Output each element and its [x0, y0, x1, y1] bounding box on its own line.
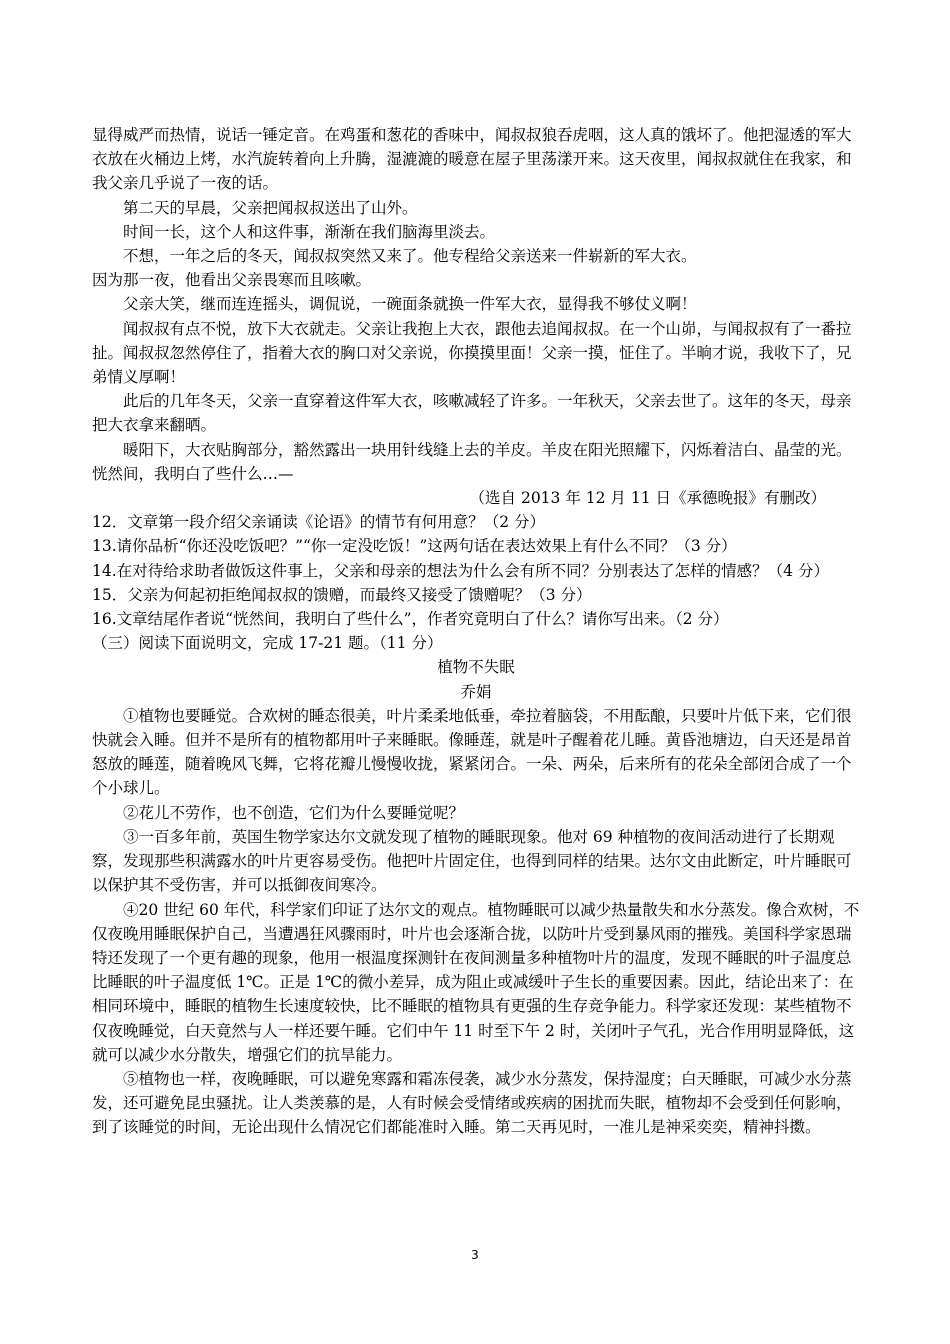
question-12: 12．文章第一段介绍父亲诵读《论语》的情节有何用意？（2 分）	[92, 513, 546, 532]
page-content	[92, 123, 860, 1140]
story-paragraph: 显得威严而热情，说话一锤定音。在鸡蛋和葱花的香味中，闻叔叔狼吞虎咽，这人真的饿坏了。他把湿透的军大衣放在火桶边上烤，水汽旋转着向上升腾，湿漉漉的暖意在屋子里荡漾开来。这天夜里，闻叔叔就住在我家，和我父亲几乎说了一夜的话。	[92, 126, 852, 193]
article-author: 乔娟	[460, 682, 492, 701]
story-paragraph: 闻叔叔有点不悦，放下大衣就走。父亲让我抱上大衣，跟他去追闻叔叔。在一个山峁，与闻叔叔有了一番拉扯。闻叔叔忽然停住了，指着大衣的胸口对父亲说，你摸摸里面！父亲一摸，怔住了。半晌才说，我收下了，兄弟情义厚啊！	[92, 319, 852, 387]
page-number: 3	[471, 1248, 479, 1262]
article-paragraph: ②花儿不劳作，也不创造，它们为什么要睡觉呢？	[123, 803, 465, 822]
story-paragraph: 第二天的早晨，父亲把闻叔叔送出了山外。	[123, 198, 418, 217]
story-paragraph: 父亲大笑，继而连连摇头，调侃说，一碗面条就换一件军大衣，显得我不够仗义啊！	[123, 295, 697, 314]
story-paragraph: 暖阳下，大衣贴胸部分，豁然露出一块用针线缝上去的羊皮。羊皮在阳光照耀下，闪烁着洁白、晶莹的光。恍然间，我明白了些什么…—	[92, 440, 852, 483]
source-citation: （选自 2013 年 12 月 11 日《承德晚报》有删改）	[469, 489, 826, 508]
story-paragraph: 此后的几年冬天，父亲一直穿着这件军大衣，咳嗽减轻了许多。一年秋天，父亲去世了。这年的冬天，母亲把大衣拿来翻晒。	[92, 392, 852, 435]
article-paragraph: ④20 世纪 60 年代，科学家们印证了达尔文的观点。植物睡眠可以减少热量散失和水分蒸发。像合欢树，不仅夜晚用睡眠保护自己，当遭遇狂风骤雨时，叶片也会逐渐合拢，以防叶片受到暴风雨的摧残。美国科学家恩瑞特还发现了一个更有趣的现象，他用一根温度探测针在夜间测量多种植物叶片的温度，发现不睡眠的叶子温度总比睡眠的叶子温度低 1℃。正是 1℃的微小差异，成为阻止或减缓叶子生长的重要因素。因此，结论出来了：在相同环境中，睡眠的植物生长速度较快，比不睡眠的植物具有更强的生存竞争能力。科学家还发现：某些植物不仅夜晚睡觉，白天竟然与人一样还要午睡。它们中午 11 时至下午 2 时，关闭叶子气孔，光合作用明显降低，这就可以减少水分散失，增强它们的抗旱能力。	[92, 900, 860, 1064]
story-paragraph: 因为那一夜，他看出父亲畏寒而且咳嗽。	[92, 271, 372, 290]
question-13: 13.请你品析“你还没吃饭吧？”“你一定没吃饭！”这两句话在表达效果上有什么不同？（3 分）	[92, 537, 737, 556]
story-paragraph: 不想，一年之后的冬天，闻叔叔突然又来了。他专程给父亲送来一件崭新的军大衣。	[123, 247, 697, 266]
question-16: 16.文章结尾作者说“恍然间，我明白了些什么”，作者究竟明白了什么？请你写出来。（2 分）	[92, 610, 729, 629]
article-paragraph: ⑤植物也一样，夜晚睡眠，可以避免寒露和霜冻侵袭，减少水分蒸发，保持湿度；白天睡眠，可减少水分蒸发，还可避免昆虫骚扰。让人类羡慕的是，人有时候会受情绪或疾病的困扰而失眠，植物却不会受到任何影响，到了该睡觉的时间，无论出现什么情况它们都能准时入睡。第二天再见时，一准儿是神采奕奕，精神抖擞。	[92, 1069, 852, 1137]
question-14: 14.在对待给求助者做饭这件事上，父亲和母亲的想法为什么会有所不同？分别表达了怎样的情感？（4 分）	[92, 561, 829, 580]
article-title: 植物不失眠	[437, 658, 515, 677]
article-paragraph: ①植物也要睡觉。合欢树的睡态很美，叶片柔柔地低垂，牵拉着脑袋，不用酝酿，只要叶片低下来，它们很快就会入睡。但并不是所有的植物都用叶子来睡眠。像睡莲，就是叶子醒着花儿睡。黄昏池塘边，白天还是昂首怒放的睡莲，随着晚风飞舞，它将花瓣儿慢慢收拢，紧紧闭合。一朵、两朵，后来所有的花朵全部闭合成了一个个小球儿。	[92, 706, 852, 798]
article-paragraph: ③一百多年前，英国生物学家达尔文就发现了植物的睡眠现象。他对 69 种植物的夜间活动进行了长期观察，发现那些积满露水的叶片更容易受伤。他把叶片固定住，也得到同样的结果。达尔文由此断定，叶片睡眠可以保护其不受伤害，并可以抵御夜间寒冷。	[92, 827, 852, 895]
section-heading: （三）阅读下面说明文，完成 17-21 题。（11 分）	[92, 634, 443, 653]
question-15: 15．父亲为何起初拒绝闻叔叔的馈赠，而最终又接受了馈赠呢？（3 分）	[92, 585, 592, 604]
story-paragraph: 时间一长，这个人和这件事，渐渐在我们脑海里淡去。	[123, 222, 496, 241]
